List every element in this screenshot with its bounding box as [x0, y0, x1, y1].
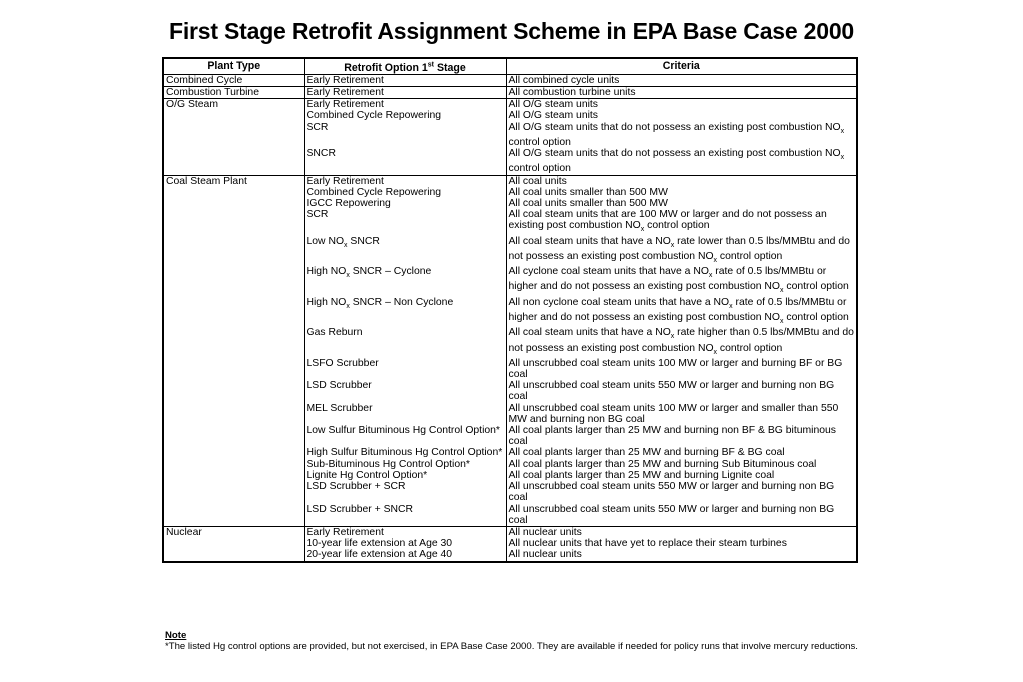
criteria-cell: All unscrubbed coal steam units 550 MW or larger and burning non BG coal	[506, 380, 857, 402]
table-body	[163, 74, 857, 561]
retrofit-option-cell: Gas Reburn	[304, 327, 506, 358]
footnote	[165, 630, 865, 652]
retrofit-option-cell: Early Retirement	[304, 526, 506, 538]
header-criteria: Criteria	[506, 58, 857, 74]
retrofit-option-cell: LSFO Scrubber	[304, 358, 506, 380]
criteria-cell: All nuclear units	[506, 526, 857, 538]
table-header-row	[163, 58, 857, 74]
retrofit-option-cell: Early Retirement	[304, 86, 506, 98]
table-row	[163, 526, 857, 538]
retrofit-option-cell: 10-year life extension at Age 30	[304, 538, 506, 549]
criteria-cell: All O/G steam units that do not possess an existing post combustion $NO_x$ control option	[506, 122, 857, 148]
retrofit-option-cell: SCR	[304, 209, 506, 235]
retrofit-option-cell: LSD Scrubber + SCR	[304, 481, 506, 503]
plant-type-cell: Combined Cycle	[163, 74, 304, 86]
retrofit-option-cell: LSD Scrubber	[304, 380, 506, 402]
criteria-cell: All coal steam units that have a $NO_x$ rate higher than 0.5 lbs/MMBtu and do not possess an existing post combustion $NO_x$ control option	[506, 327, 857, 358]
plant-type-cell: Coal Steam Plant	[163, 175, 304, 526]
criteria-cell: All coal plants larger than 25 MW and burning Sub Bituminous coal	[506, 459, 857, 470]
criteria-cell: All O/G steam units	[506, 110, 857, 121]
criteria-cell: All coal units	[506, 175, 857, 187]
retrofit-option-cell: Low $NO_x$ SNCR	[304, 236, 506, 267]
header-plant-type: Plant Type	[163, 58, 304, 74]
plant-type-cell: Nuclear	[163, 526, 304, 561]
criteria-cell: All coal units smaller than 500 MW	[506, 198, 857, 209]
retrofit-option-cell: LSD Scrubber + SNCR	[304, 504, 506, 527]
criteria-cell: All nuclear units that have yet to replace their steam turbines	[506, 538, 857, 549]
retrofit-option-cell: High Sulfur Bituminous Hg Control Option*	[304, 447, 506, 458]
criteria-cell: All coal plants larger than 25 MW and burning non BF & BG bituminous coal	[506, 425, 857, 447]
retrofit-option-cell: SNCR	[304, 148, 506, 175]
retrofit-option-cell: Early Retirement	[304, 74, 506, 86]
criteria-cell: All cyclone coal steam units that have a $NO_x$ rate of 0.5 lbs/MMBtu or higher and do not possess an existing post combustion $NO_x$ control option	[506, 266, 857, 297]
header-retrofit-option	[304, 58, 506, 74]
page-title: First Stage Retrofit Assignment Scheme in EPA Base Case 2000	[168, 18, 855, 44]
note-text: *The listed Hg control options are provided, but not exercised, in EPA Base Case 2000. They are available if needed for policy runs that involve mercury reductions.	[165, 641, 858, 652]
table-row	[163, 74, 857, 86]
plant-type-cell: Combustion Turbine	[163, 86, 304, 98]
criteria-cell: All coal units smaller than 500 MW	[506, 187, 857, 198]
criteria-cell: All O/G steam units that do not possess an existing post combustion $NO_x$ control option	[506, 148, 857, 175]
header-retrofit-option-label: Retrofit Option 1st Stage	[344, 61, 466, 74]
table-row	[163, 99, 857, 111]
retrofit-option-cell: Combined Cycle Repowering	[304, 187, 506, 198]
retrofit-option-cell: MEL Scrubber	[304, 403, 506, 425]
retrofit-option-cell: High $NO_x$ SNCR – Cyclone	[304, 266, 506, 297]
criteria-cell: All nuclear units	[506, 549, 857, 561]
retrofit-option-cell: Combined Cycle Repowering	[304, 110, 506, 121]
criteria-cell: All unscrubbed coal steam units 550 MW or larger and burning non BG coal	[506, 504, 857, 527]
retrofit-option-cell: Sub-Bituminous Hg Control Option*	[304, 459, 506, 470]
criteria-cell: All combustion turbine units	[506, 86, 857, 98]
retrofit-option-cell: SCR	[304, 122, 506, 148]
table-row	[163, 86, 857, 98]
criteria-cell: All non cyclone coal steam units that have a $NO_x$ rate of 0.5 lbs/MMBtu or higher and do not possess an existing post combustion $NO_x$ control option	[506, 297, 857, 328]
criteria-cell: All coal steam units that have a $NO_x$ rate lower than 0.5 lbs/MMBtu and do not possess an existing post combustion $NO_x$ control option	[506, 236, 857, 267]
criteria-cell: All combined cycle units	[506, 74, 857, 86]
table-row	[163, 175, 857, 187]
retrofit-option-cell: Early Retirement	[304, 175, 506, 187]
retrofit-option-cell: Low Sulfur Bituminous Hg Control Option*	[304, 425, 506, 447]
plant-type-cell: O/G Steam	[163, 99, 304, 175]
criteria-cell: All unscrubbed coal steam units 100 MW or larger and smaller than 550 MW and burning non BG coal	[506, 403, 857, 425]
criteria-cell: All coal steam units that are 100 MW or larger and do not possess an existing post combustion $NO_x$ control option	[506, 209, 857, 235]
retrofit-table	[162, 57, 858, 563]
retrofit-option-cell: Lignite Hg Control Option*	[304, 470, 506, 481]
retrofit-option-cell: Early Retirement	[304, 99, 506, 111]
criteria-cell: All coal plants larger than 25 MW and burning Lignite coal	[506, 470, 857, 481]
retrofit-option-cell: 20-year life extension at Age 40	[304, 549, 506, 561]
retrofit-option-cell: High $NO_x$ SNCR – Non Cyclone	[304, 297, 506, 328]
criteria-cell: All coal plants larger than 25 MW and burning BF & BG coal	[506, 447, 857, 458]
criteria-cell: All unscrubbed coal steam units 550 MW or larger and burning non BG coal	[506, 481, 857, 503]
criteria-cell: All unscrubbed coal steam units 100 MW or larger and burning BF or BG coal	[506, 358, 857, 380]
criteria-cell: All O/G steam units	[506, 99, 857, 111]
note-label: Note	[165, 630, 187, 641]
retrofit-option-cell: IGCC Repowering	[304, 198, 506, 209]
